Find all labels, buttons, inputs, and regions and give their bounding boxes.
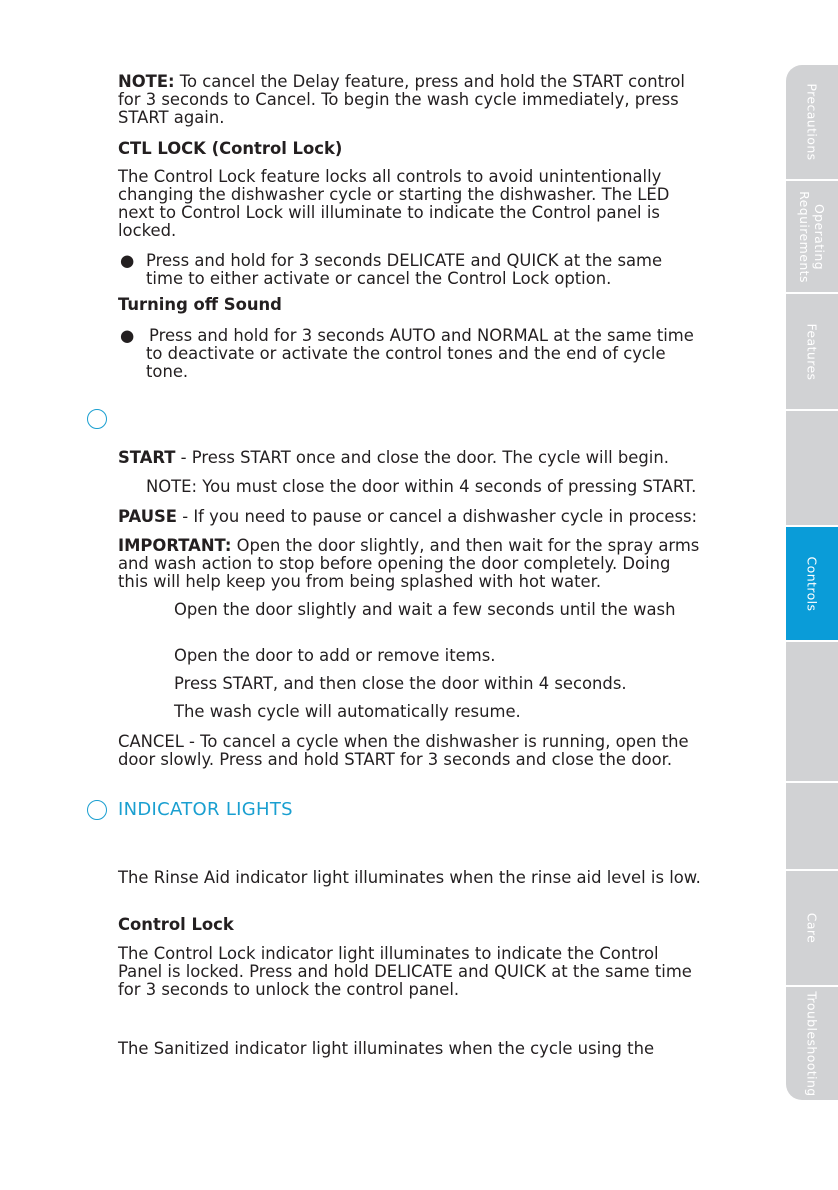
sound-bullet-line-2: to deactivate or activate the control tones and the end of cycle [146, 344, 666, 363]
cancel-line-2: door slowly. Press and hold START for 3 seconds and close the door. [118, 750, 673, 769]
ctl-lock-para-line-3: next to Control Lock will illuminate to indicate the Control panel is [118, 203, 660, 222]
pause-step-4: The wash cycle will automatically resume. [174, 702, 521, 721]
start-label: START [118, 448, 176, 467]
tab-operating-label-2: Requirements [797, 190, 812, 283]
tab-features-label: Features [804, 323, 820, 380]
control-lock-line-2: Panel is locked. Press and hold DELICATE and QUICK at the same time [118, 962, 692, 981]
control-lock-line-1: The Control Lock indicator light illuminates to indicate the Control [118, 944, 659, 963]
start-line: START - Press START once and close the door. The cycle will begin. [118, 448, 669, 467]
rinse-aid-text: The Rinse Aid indicator light illuminates when the rinse aid level is low. [118, 868, 701, 887]
indicator-lights-heading: INDICATOR LIGHTS [118, 799, 293, 820]
side-tab-nav [786, 65, 838, 1100]
sound-bullet-line-3: tone. [146, 362, 189, 381]
tab-precautions-label: Precautions [804, 83, 820, 161]
pause-step-3: Press START, and then close the door within 4 seconds. [174, 674, 627, 693]
tab-blank-2[interactable] [786, 642, 838, 781]
tab-operating-label-1: Operating [812, 203, 827, 270]
note-line-2: for 3 seconds to Cancel. To begin the wash cycle immediately, press [118, 90, 679, 109]
bullet-icon: ● [120, 251, 135, 270]
pause-label: PAUSE [118, 507, 177, 526]
important-label: IMPORTANT: [118, 536, 232, 555]
ctl-lock-para-line-2: changing the dishwasher cycle or starting the dishwasher. The LED [118, 185, 670, 204]
tab-troubleshooting[interactable] [786, 987, 838, 1100]
tab-troubleshooting-label: Troubleshooting [804, 990, 820, 1097]
note-line-3: START again. [118, 108, 225, 127]
note-label: NOTE: [118, 72, 175, 91]
tab-blank-3[interactable] [786, 783, 838, 869]
important-line-2: and wash action to stop before opening the door completely. Doing [118, 554, 671, 573]
sound-bullet-line-1: Press and hold for 3 seconds AUTO and NORMAL at the same time [149, 326, 694, 345]
tab-precautions[interactable] [786, 65, 838, 179]
tab-controls[interactable] [786, 527, 838, 640]
important-line-3: this will help keep you from being splashed with hot water. [118, 572, 602, 591]
note-line-1: NOTE: To cancel the Delay feature, press and hold the START control [118, 72, 685, 91]
ctl-lock-para-line-1: The Control Lock feature locks all controls to avoid unintentionally [118, 167, 662, 186]
pause-line: PAUSE - If you need to pause or cancel a dishwasher cycle in process: [118, 507, 698, 526]
tab-features[interactable] [786, 294, 838, 409]
section-marker-icon [87, 409, 107, 429]
tab-blank-1[interactable] [786, 411, 838, 525]
sanitized-text: The Sanitized indicator light illuminates when the cycle using the [118, 1039, 655, 1058]
pause-step-1: Open the door slightly and wait a few seconds until the wash [174, 600, 676, 619]
control-lock-title: Control Lock [118, 915, 234, 934]
ctl-lock-title: CTL LOCK (Control Lock) [118, 139, 343, 158]
tab-controls-label: Controls [804, 556, 820, 611]
ctl-lock-bullet-line-2: time to either activate or cancel the Control Lock option. [146, 269, 612, 288]
start-note: NOTE: You must close the door within 4 seconds of pressing START. [146, 477, 697, 496]
sound-title: Turning off Sound [118, 295, 282, 314]
tab-care[interactable] [786, 871, 838, 985]
control-lock-line-3: for 3 seconds to unlock the control panel. [118, 980, 460, 999]
ctl-lock-para-line-4: locked. [118, 221, 177, 240]
bullet-icon: ● [120, 326, 135, 345]
pause-step-2: Open the door to add or remove items. [174, 646, 496, 665]
section-marker-icon [87, 800, 107, 820]
important-line-1: IMPORTANT: Open the door slightly, and then wait for the spray arms [118, 536, 700, 555]
ctl-lock-bullet-line-1: Press and hold for 3 seconds DELICATE and QUICK at the same [146, 251, 663, 270]
tab-care-label: Care [804, 912, 820, 944]
tab-operating-requirements[interactable] [786, 181, 838, 292]
cancel-line-1: CANCEL - To cancel a cycle when the dishwasher is running, open the [118, 732, 689, 751]
